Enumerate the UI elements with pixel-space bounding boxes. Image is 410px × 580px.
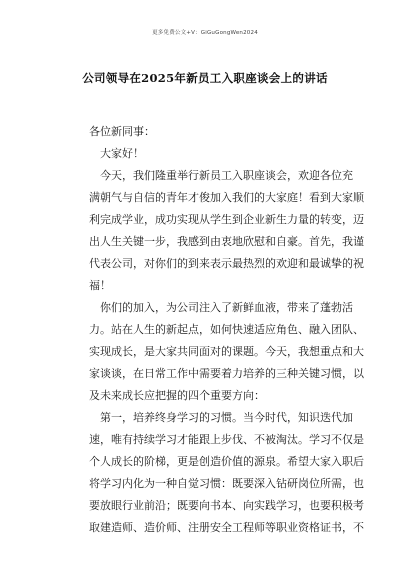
paragraph-line: 实现成长，是大家共同面对的课题。今天，我想重点和大: [89, 345, 364, 358]
document-title: 公司领导在2025年新员工入职座谈会上的讲话: [82, 71, 328, 85]
paragraph-line: 利完成学业，成功实现从学生到企业新生力量的转变，迈: [89, 213, 364, 226]
paragraph-line: 你们的加入，为公司注入了新鲜血液，带来了蓬勃活: [100, 301, 353, 314]
paragraph-line: 满朝气与自信的青年才俊加入我们的大家庭！看到大家顺: [89, 191, 364, 204]
paragraph-line: 速，唯有持续学习才能跟上步伐、不被淘汰。学习不仅是: [89, 433, 364, 446]
paragraph-line: 第一，培养终身学习的习惯。当今时代，知识迭代加: [100, 411, 353, 424]
paragraph-line: 取建造师、造价师、注册安全工程师等职业资格证书，不: [89, 521, 364, 534]
paragraph-line: 出人生关键一步，我感到由衷地欣慰和自豪。首先，我谨: [89, 235, 364, 248]
paragraph-line: 及未来成长应把握的四个重要方向：: [89, 389, 265, 402]
paragraph-line: 将学习内化为一种自觉习惯：既要深入钻研岗位所需，也: [89, 477, 364, 490]
paragraph-line: 力。站在人生的新起点，如何快速适应角色、融入团队、: [89, 323, 364, 336]
paragraph-line: 个人成长的阶梯，更是创造价值的源泉。希望大家入职后: [89, 455, 364, 468]
document-body: [89, 121, 364, 539]
paragraph-line: 今天，我们隆重举行新员工入职座谈会，欢迎各位充: [100, 169, 353, 182]
paragraph-line: 代表公司，对你们的到来表示最热烈的欢迎和最诚挚的祝: [89, 257, 364, 270]
paragraph-line: 要放眼行业前沿；既要向书本、向实践学习，也要积极考: [89, 499, 364, 512]
paragraph-line: 福！: [89, 279, 111, 292]
salutation: 各位新同事：: [89, 125, 155, 138]
header-note: 更多免费公文+V：GiGuGongWen2024: [152, 30, 258, 36]
greeting: 大家好！: [100, 147, 144, 160]
paragraph-line: 家谈谈，在日常工作中需要着力培养的三种关键习惯，以: [89, 367, 364, 380]
